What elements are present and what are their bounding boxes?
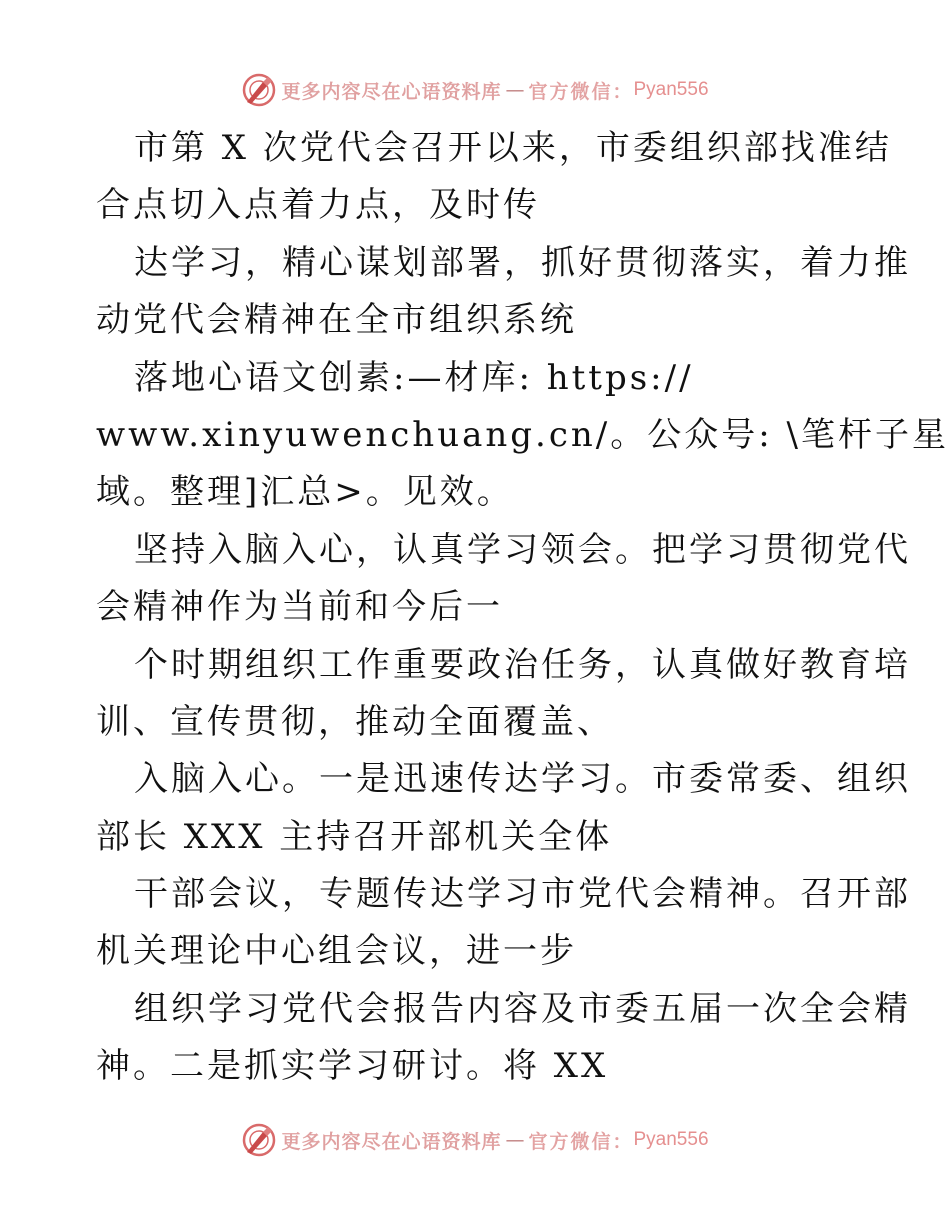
text-line: 落地心语文创素:—材库: https:// <box>134 357 694 398</box>
text-line: 训、宣传贯彻，推动全面覆盖、 <box>96 701 614 742</box>
text-line: 个时期组织工作重要政治任务，认真做好教育培 <box>134 644 911 685</box>
text-line: 市第 X 次党代会召开以来，市委组织部找准结 <box>134 128 892 168</box>
watermark-wechat-id: Pyan556 <box>633 1129 709 1150</box>
pen-logo-icon <box>241 1122 277 1158</box>
text-line: 干部会议，专题传达学习市党代会精神。召开部 <box>134 874 911 915</box>
text-line: 域。整理]汇总>。见效。 <box>96 472 514 513</box>
text-line: 动党代会精神在全市组织系统 <box>96 300 577 341</box>
text-line: 入脑入心。一是迅速传达学习。市委常委、组织 <box>134 759 911 800</box>
document-body <box>96 120 949 1096</box>
text-line: www.xinyuwenchuang.cn/。公众号: \笔杆子星 <box>96 414 949 455</box>
text-line: 组织学习党代会报告内容及市委五届一次全会精 <box>134 988 911 1029</box>
text-line: 会精神作为当前和今后一 <box>96 587 503 628</box>
watermark-brand: 更多内容尽在心语资料库 <box>281 80 502 103</box>
text-line: 神。二是抓实学习研讨。将 XX <box>96 1046 609 1087</box>
text-line: 坚持入脑入心，认真学习领会。把学习贯彻党代 <box>134 529 911 570</box>
watermark-wechat-label: 官方微信： <box>528 80 634 103</box>
watermark-separator: — <box>505 1129 525 1151</box>
watermark-wechat-label: 官方微信： <box>528 1130 634 1153</box>
watermark-header <box>0 70 950 110</box>
watermark-brand: 更多内容尽在心语资料库 <box>281 1130 502 1153</box>
watermark-separator: — <box>505 79 525 101</box>
text-line: 机关理论中心组会议，进一步 <box>96 931 577 972</box>
watermark-wechat-id: Pyan556 <box>633 79 709 100</box>
watermark-footer <box>0 1120 950 1160</box>
text-line: 部长 XXX 主持召开部机关全体 <box>96 816 613 857</box>
pen-logo-icon <box>241 72 277 108</box>
text-line: 达学习，精心谋划部署，抓好贯彻落实，着力推 <box>134 242 911 283</box>
text-line: 合点切入点着力点，及时传 <box>96 185 540 226</box>
